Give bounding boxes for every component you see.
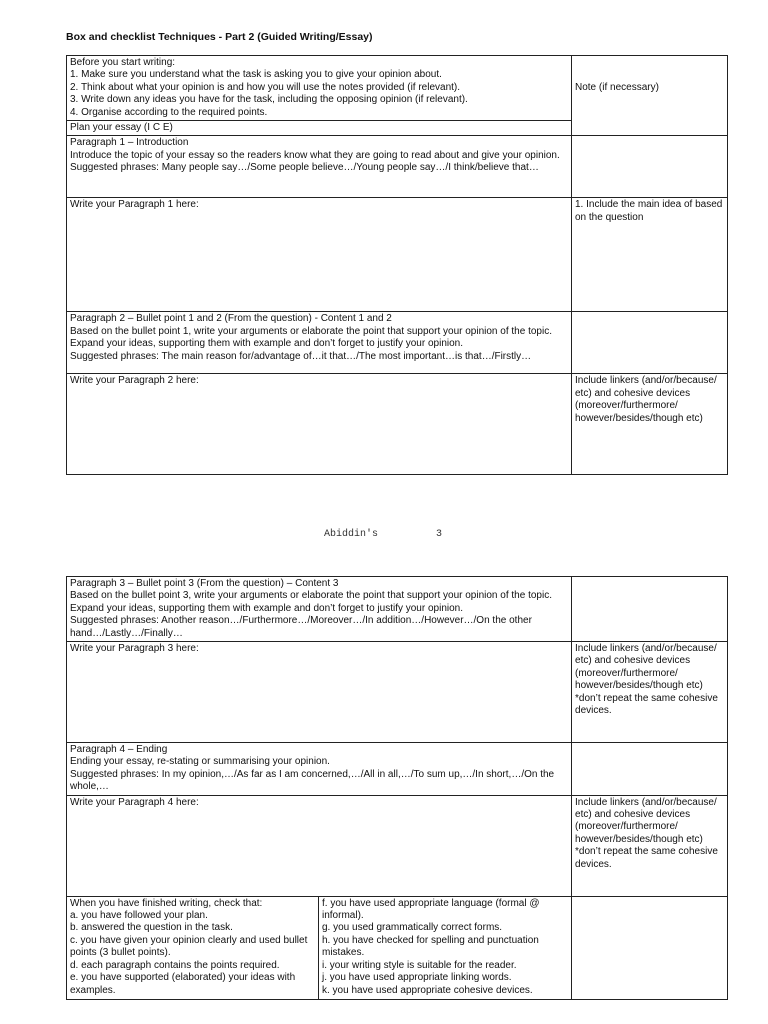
paragraph-4-note: Include linkers (and/or/because/ etc) and cohesive devices (moreover/furthermore/ however/besides/though etc) *don’t repeat the same cohesive devices. xyxy=(572,795,728,896)
paragraph-2-write-cell[interactable]: Write your Paragraph 2 here: xyxy=(67,374,572,475)
paragraph-1-text: Introduce the topic of your essay so the readers know what they are going to read about and give your opinion. xyxy=(70,149,560,161)
footer-author: Abiddin's xyxy=(324,529,379,540)
paragraph-2-row xyxy=(67,312,728,374)
paragraph-1-phrases: Suggested phrases: Many people say…/Some people believe…/Young people say…/I think/believe that… xyxy=(70,162,539,174)
paragraph-3-note: Include linkers (and/or/because/ etc) and cohesive devices (moreover/furthermore/ however/besides/though etc) *don’t repeat the same cohesive devices. xyxy=(572,642,728,743)
checklist-item: i. your writing style is suitable for the reader. xyxy=(322,959,517,971)
paragraph-1-note-empty xyxy=(572,136,728,198)
before-writing-heading: Before you start writing: xyxy=(70,57,176,68)
paragraph-2-heading: Paragraph 2 – Bullet point 1 and 2 (From the question) - Content 1 and 2 xyxy=(70,313,392,325)
checklist-item: c. you have given your opinion clearly and used bullet points (3 bullet points). xyxy=(70,934,308,959)
checklist-item: h. you have checked for spelling and punctuation mistakes. xyxy=(322,934,539,959)
guide-table-1 xyxy=(66,55,728,475)
checklist-item: j. you have used appropriate linking words. xyxy=(322,972,512,984)
paragraph-3-cell xyxy=(67,577,572,642)
paragraph-4-note-empty xyxy=(572,743,728,796)
checklist-row xyxy=(67,896,728,999)
paragraph-1-note: 1. Include the main idea of based on the question xyxy=(572,198,728,312)
checklist-item: f. you have used appropriate language (formal @ informal). xyxy=(322,897,540,922)
checklist-item: e. you have supported (elaborated) your ideas with examples. xyxy=(70,972,296,996)
page-title: Box and checklist Techniques - Part 2 (Guided Writing/Essay) xyxy=(66,31,373,43)
paragraph-1-heading: Paragraph 1 – Introduction xyxy=(70,137,189,149)
paragraph-4-phrases: Suggested phrases: In my opinion,…/As far as I am concerned,…/All in all,…/To sum up,…/In short,…/On the whole,… xyxy=(70,768,555,793)
before-writing-row xyxy=(67,56,728,121)
paragraph-1-cell xyxy=(67,136,572,198)
paragraph-3-phrases: Suggested phrases: Another reason…/Furthermore…/Moreover…/In addition…/However…/On the other hand…/Lastly…/Finally… xyxy=(70,615,532,639)
checklist-right-cell xyxy=(319,896,572,999)
paragraph-3-row xyxy=(67,577,728,642)
paragraph-4-write-cell[interactable]: Write your Paragraph 4 here: xyxy=(67,795,572,896)
paragraph-4-text: Ending your essay, re-stating or summarising your opinion. xyxy=(70,756,330,768)
paragraph-2-write-row xyxy=(67,374,728,475)
paragraph-2-note-empty xyxy=(572,312,728,374)
plan-cell: Plan your essay (I C E) xyxy=(67,121,572,136)
note-header-cell xyxy=(572,56,728,136)
paragraph-1-row xyxy=(67,136,728,198)
checklist-heading: When you have finished writing, check that: xyxy=(70,897,263,909)
before-writing-step: 1. Make sure you understand what the task is asking you to give your opinion about. xyxy=(70,69,442,81)
before-writing-step: 4. Organise according to the required points. xyxy=(70,106,268,118)
paragraph-3-write-cell[interactable]: Write your Paragraph 3 here: xyxy=(67,642,572,743)
checklist-left-cell xyxy=(67,896,319,999)
before-writing-step: 2. Think about what your opinion is and how you will use the notes provided (if relevant). xyxy=(70,81,461,93)
checklist-item: g. you used grammatically correct forms. xyxy=(322,922,503,934)
paragraph-3-note-empty xyxy=(572,577,728,642)
paragraph-4-row xyxy=(67,743,728,796)
checklist-item: a. you have followed your plan. xyxy=(70,910,208,922)
paragraph-4-cell xyxy=(67,743,572,796)
before-writing-cell xyxy=(67,56,572,121)
paragraph-2-note: Include linkers (and/or/because/ etc) and cohesive devices (moreover/furthermore/ however/besides/though etc) xyxy=(572,374,728,475)
paragraph-1-write-cell[interactable]: Write your Paragraph 1 here: xyxy=(67,198,572,312)
checklist-note-empty xyxy=(572,896,728,999)
before-writing-step: 3. Write down any ideas you have for the task, including the opposing opinion (if relevant). xyxy=(70,94,468,106)
note-header: Note (if necessary) xyxy=(575,81,659,93)
paragraph-3-text: Based on the bullet point 3, write your arguments or elaborate the point that support your opinion of the topic. Expand your ideas, supporting them with example and don’t forget to justify your opinion. xyxy=(70,590,552,614)
paragraph-2-phrases: Suggested phrases: The main reason for/advantage of…it that…/The most important…is that…/Firstly… xyxy=(70,350,532,362)
checklist-item: b. answered the question in the task. xyxy=(70,922,233,934)
paragraph-3-write-row xyxy=(67,642,728,743)
page-number: 3 xyxy=(436,529,443,540)
guide-table-2 xyxy=(66,576,728,1000)
checklist-item: k. you have used appropriate cohesive devices. xyxy=(322,984,533,996)
checklist-item: d. each paragraph contains the points required. xyxy=(70,959,280,971)
paragraph-2-text: Based on the bullet point 1, write your arguments or elaborate the point that support your opinion of the topic. Expand your ideas, supporting them with example and don’t forget to justify your opinion. xyxy=(70,325,552,350)
paragraph-4-heading: Paragraph 4 – Ending xyxy=(70,744,168,756)
paragraph-2-cell xyxy=(67,312,572,374)
paragraph-4-write-row xyxy=(67,795,728,896)
paragraph-3-heading: Paragraph 3 – Bullet point 3 (From the question) – Content 3 xyxy=(70,578,339,589)
paragraph-1-write-row xyxy=(67,198,728,312)
